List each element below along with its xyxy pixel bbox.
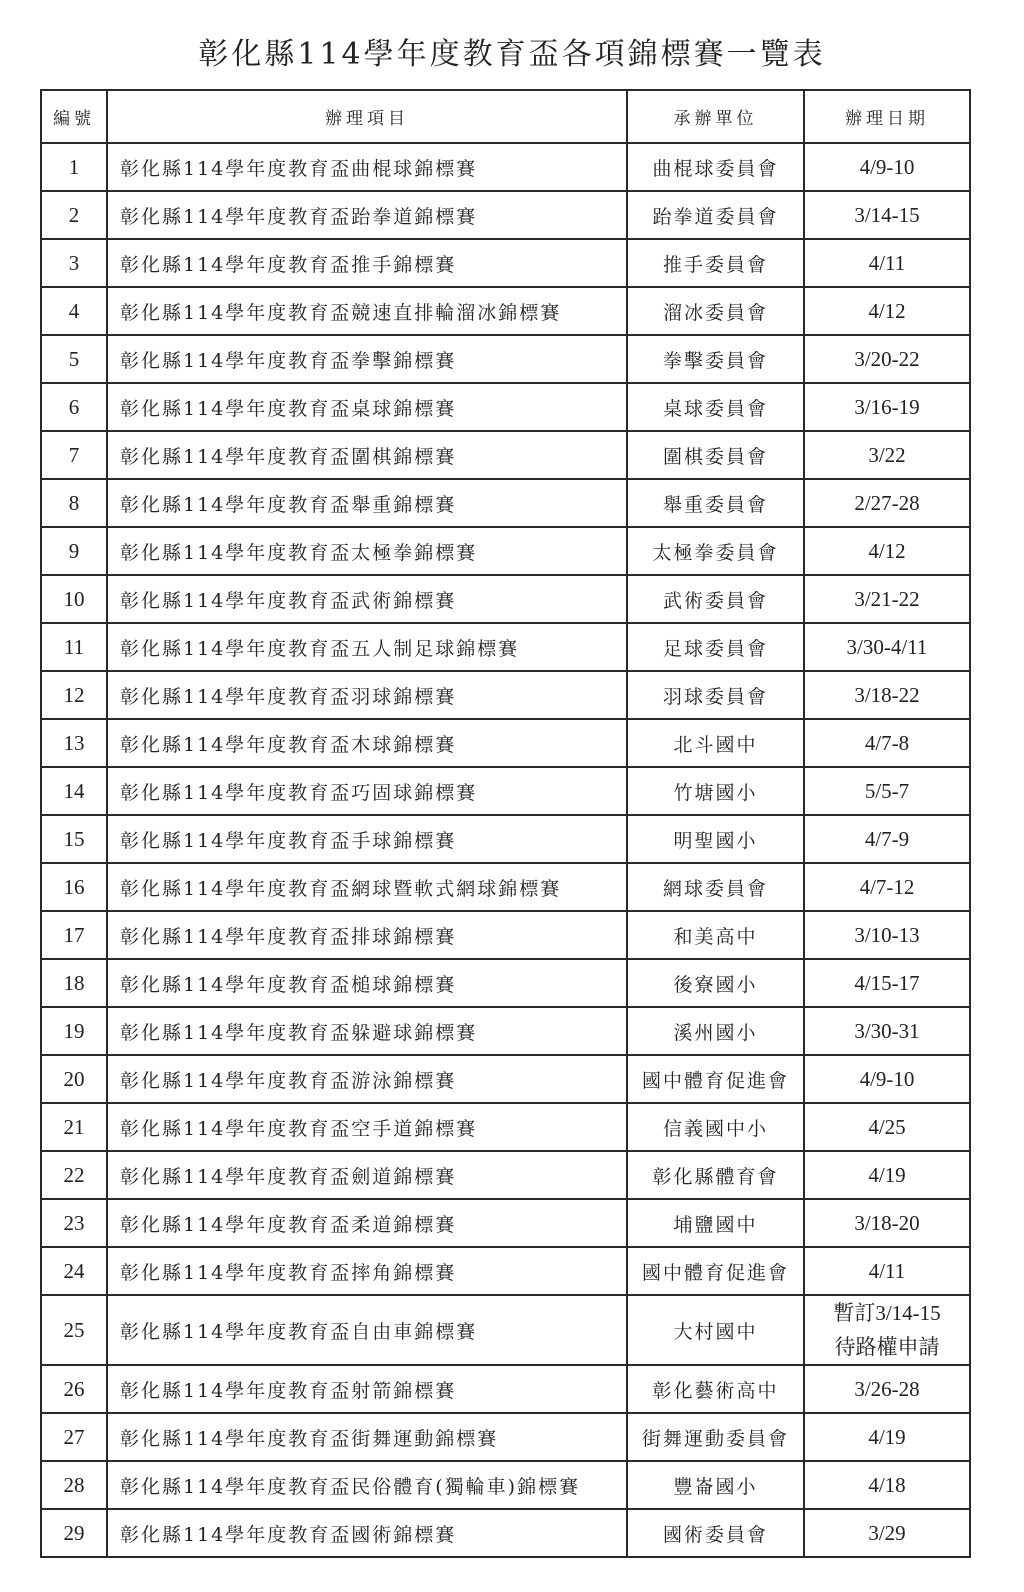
cell-number: 25: [41, 1295, 107, 1365]
cell-number: 14: [41, 767, 107, 815]
cell-number: 29: [41, 1509, 107, 1557]
cell-event: 彰化縣114學年度教育盃舉重錦標賽: [107, 479, 627, 527]
cell-date: [804, 623, 970, 671]
cell-number: 13: [41, 719, 107, 767]
cell-number: 11: [41, 623, 107, 671]
cell-event: 彰化縣114學年度教育盃太極拳錦標賽: [107, 527, 627, 575]
cell-organizer: 足球委員會: [627, 623, 804, 671]
cell-organizer: 武術委員會: [627, 575, 804, 623]
cell-date: [804, 911, 970, 959]
cell-date: [804, 1365, 970, 1413]
date-text: 3/18-22: [854, 683, 920, 707]
cell-event: 彰化縣114學年度教育盃自由車錦標賽: [107, 1295, 627, 1365]
table-row: [41, 191, 970, 239]
date-text: 4/11: [868, 251, 906, 275]
cell-event: 彰化縣114學年度教育盃跆拳道錦標賽: [107, 191, 627, 239]
date-text: 3/14-15: [854, 203, 920, 227]
cell-number: 8: [41, 479, 107, 527]
cell-date: [804, 719, 970, 767]
cell-number: 15: [41, 815, 107, 863]
table-row: [41, 1509, 970, 1557]
date-text: 3/16-19: [854, 395, 920, 419]
cell-number: 21: [41, 1103, 107, 1151]
cell-event: 彰化縣114學年度教育盃競速直排輪溜冰錦標賽: [107, 287, 627, 335]
cell-event: 彰化縣114學年度教育盃空手道錦標賽: [107, 1103, 627, 1151]
cell-date: [804, 143, 970, 191]
date-text: 3/22: [868, 443, 906, 467]
cell-date: [804, 1007, 970, 1055]
table-row: [41, 527, 970, 575]
table-row: [41, 863, 970, 911]
cell-organizer: 彰化縣體育會: [627, 1151, 804, 1199]
cell-organizer: 豐崙國小: [627, 1461, 804, 1509]
cell-event: 彰化縣114學年度教育盃手球錦標賽: [107, 815, 627, 863]
cell-organizer: 和美高中: [627, 911, 804, 959]
cell-number: 6: [41, 383, 107, 431]
cell-event: 彰化縣114學年度教育盃國術錦標賽: [107, 1509, 627, 1557]
date-text: 3/21-22: [854, 587, 920, 611]
table-row: [41, 1461, 970, 1509]
header-event: 辦理項目: [107, 90, 627, 143]
table-body: [41, 143, 970, 1557]
cell-date: [804, 767, 970, 815]
table-row: [41, 143, 970, 191]
cell-organizer: 北斗國中: [627, 719, 804, 767]
cell-event: 彰化縣114學年度教育盃躲避球錦標賽: [107, 1007, 627, 1055]
table-row: [41, 911, 970, 959]
table-row: [41, 383, 970, 431]
competition-table: [40, 89, 971, 1558]
cell-date: [804, 815, 970, 863]
date-text: 暫訂3/14-15: [833, 1301, 941, 1325]
cell-number: 26: [41, 1365, 107, 1413]
cell-event: 彰化縣114學年度教育盃武術錦標賽: [107, 575, 627, 623]
date-text: 3/30-31: [854, 1019, 920, 1043]
cell-date: [804, 287, 970, 335]
date-text: 3/20-22: [854, 347, 920, 371]
table-row: [41, 1247, 970, 1295]
table-row: [41, 1151, 970, 1199]
cell-number: 19: [41, 1007, 107, 1055]
date-text: 4/7-8: [864, 731, 910, 755]
table-row: [41, 575, 970, 623]
cell-organizer: 拳擊委員會: [627, 335, 804, 383]
cell-number: 18: [41, 959, 107, 1007]
header-date: 辦理日期: [804, 90, 970, 143]
cell-number: 28: [41, 1461, 107, 1509]
cell-date: [804, 959, 970, 1007]
header-number: 編號: [41, 90, 107, 143]
cell-event: 彰化縣114學年度教育盃桌球錦標賽: [107, 383, 627, 431]
date-text: 5/5-7: [864, 779, 910, 803]
cell-event: 彰化縣114學年度教育盃槌球錦標賽: [107, 959, 627, 1007]
cell-number: 22: [41, 1151, 107, 1199]
cell-organizer: 埔鹽國中: [627, 1199, 804, 1247]
table-row: [41, 1199, 970, 1247]
table-row: [41, 287, 970, 335]
table-row: [41, 815, 970, 863]
cell-organizer: 國中體育促進會: [627, 1247, 804, 1295]
cell-event: 彰化縣114學年度教育盃拳擊錦標賽: [107, 335, 627, 383]
cell-organizer: 竹塘國小: [627, 767, 804, 815]
cell-event: 彰化縣114學年度教育盃柔道錦標賽: [107, 1199, 627, 1247]
cell-event: 彰化縣114學年度教育盃五人制足球錦標賽: [107, 623, 627, 671]
cell-number: 4: [41, 287, 107, 335]
table-row: [41, 1413, 970, 1461]
cell-number: 16: [41, 863, 107, 911]
cell-date: [804, 863, 970, 911]
date-text: 2/27-28: [854, 491, 920, 515]
table-row: [41, 1365, 970, 1413]
cell-date: [804, 1413, 970, 1461]
cell-event: 彰化縣114學年度教育盃游泳錦標賽: [107, 1055, 627, 1103]
date-note: 待路權申請: [834, 1335, 940, 1359]
cell-organizer: 羽球委員會: [627, 671, 804, 719]
cell-organizer: 明聖國小: [627, 815, 804, 863]
cell-date: [804, 431, 970, 479]
cell-organizer: 街舞運動委員會: [627, 1413, 804, 1461]
cell-number: 17: [41, 911, 107, 959]
cell-event: 彰化縣114學年度教育盃劍道錦標賽: [107, 1151, 627, 1199]
cell-date: [804, 479, 970, 527]
cell-number: 24: [41, 1247, 107, 1295]
cell-organizer: 國術委員會: [627, 1509, 804, 1557]
cell-event: 彰化縣114學年度教育盃摔角錦標賽: [107, 1247, 627, 1295]
cell-event: 彰化縣114學年度教育盃木球錦標賽: [107, 719, 627, 767]
cell-date: [804, 1055, 970, 1103]
cell-number: 2: [41, 191, 107, 239]
date-text: 4/12: [868, 539, 906, 563]
cell-number: 9: [41, 527, 107, 575]
cell-date: [804, 527, 970, 575]
table-row: [41, 479, 970, 527]
cell-date: [804, 335, 970, 383]
table-row: [41, 1295, 970, 1365]
cell-date: [804, 1151, 970, 1199]
date-text: 4/19: [868, 1425, 906, 1449]
cell-number: 20: [41, 1055, 107, 1103]
date-text: 3/18-20: [854, 1211, 920, 1235]
table-row: [41, 767, 970, 815]
cell-event: 彰化縣114學年度教育盃曲棍球錦標賽: [107, 143, 627, 191]
cell-date: [804, 1509, 970, 1557]
date-text: 4/25: [868, 1115, 906, 1139]
date-text: 4/19: [868, 1163, 906, 1187]
cell-date: [804, 1295, 970, 1365]
date-text: 4/15-17: [854, 971, 920, 995]
cell-date: [804, 671, 970, 719]
cell-organizer: 大村國中: [627, 1295, 804, 1365]
table-row: [41, 623, 970, 671]
cell-event: 彰化縣114學年度教育盃推手錦標賽: [107, 239, 627, 287]
cell-number: 10: [41, 575, 107, 623]
header-organizer: 承辦單位: [627, 90, 804, 143]
cell-organizer: 推手委員會: [627, 239, 804, 287]
cell-organizer: 信義國中小: [627, 1103, 804, 1151]
cell-number: 7: [41, 431, 107, 479]
date-text: 4/9-10: [859, 1067, 915, 1091]
cell-event: 彰化縣114學年度教育盃圍棋錦標賽: [107, 431, 627, 479]
date-text: 4/12: [868, 299, 906, 323]
cell-date: [804, 191, 970, 239]
cell-number: 23: [41, 1199, 107, 1247]
table-row: [41, 431, 970, 479]
page-title: 彰化縣114學年度教育盃各項錦標賽一覽表: [198, 37, 826, 72]
table-row: [41, 1007, 970, 1055]
cell-date: [804, 1461, 970, 1509]
date-text: 4/18: [868, 1473, 906, 1497]
cell-date: [804, 1247, 970, 1295]
cell-event: 彰化縣114學年度教育盃射箭錦標賽: [107, 1365, 627, 1413]
cell-organizer: 網球委員會: [627, 863, 804, 911]
cell-organizer: 曲棍球委員會: [627, 143, 804, 191]
date-text: 4/7-12: [859, 875, 915, 899]
table-row: [41, 719, 970, 767]
cell-date: [804, 1103, 970, 1151]
table-row: [41, 1103, 970, 1151]
cell-organizer: 桌球委員會: [627, 383, 804, 431]
date-text: 4/11: [868, 1259, 906, 1283]
cell-event: 彰化縣114學年度教育盃網球暨軟式網球錦標賽: [107, 863, 627, 911]
date-text: 3/10-13: [854, 923, 920, 947]
date-text: 3/29: [868, 1521, 906, 1545]
cell-event: 彰化縣114學年度教育盃排球錦標賽: [107, 911, 627, 959]
cell-number: 3: [41, 239, 107, 287]
table-header-row: [41, 90, 970, 143]
date-text: 4/7-9: [864, 827, 910, 851]
cell-organizer: 舉重委員會: [627, 479, 804, 527]
cell-organizer: 溜冰委員會: [627, 287, 804, 335]
cell-event: 彰化縣114學年度教育盃羽球錦標賽: [107, 671, 627, 719]
cell-organizer: 太極拳委員會: [627, 527, 804, 575]
cell-number: 5: [41, 335, 107, 383]
cell-number: 1: [41, 143, 107, 191]
cell-number: 27: [41, 1413, 107, 1461]
cell-organizer: 國中體育促進會: [627, 1055, 804, 1103]
table-row: [41, 335, 970, 383]
date-text: 3/26-28: [854, 1377, 920, 1401]
table-row: [41, 1055, 970, 1103]
cell-date: [804, 239, 970, 287]
table-row: [41, 671, 970, 719]
cell-organizer: 圍棋委員會: [627, 431, 804, 479]
cell-organizer: 後寮國小: [627, 959, 804, 1007]
date-text: 4/9-10: [859, 155, 915, 179]
table-row: [41, 239, 970, 287]
cell-organizer: 跆拳道委員會: [627, 191, 804, 239]
cell-date: [804, 383, 970, 431]
cell-organizer: 溪州國小: [627, 1007, 804, 1055]
cell-event: 彰化縣114學年度教育盃巧固球錦標賽: [107, 767, 627, 815]
date-text: 3/30-4/11: [846, 635, 928, 659]
cell-event: 彰化縣114學年度教育盃街舞運動錦標賽: [107, 1413, 627, 1461]
cell-number: 12: [41, 671, 107, 719]
cell-date: [804, 575, 970, 623]
cell-date: [804, 1199, 970, 1247]
cell-organizer: 彰化藝術高中: [627, 1365, 804, 1413]
table-row: [41, 959, 970, 1007]
cell-event: 彰化縣114學年度教育盃民俗體育(獨輪車)錦標賽: [107, 1461, 627, 1509]
